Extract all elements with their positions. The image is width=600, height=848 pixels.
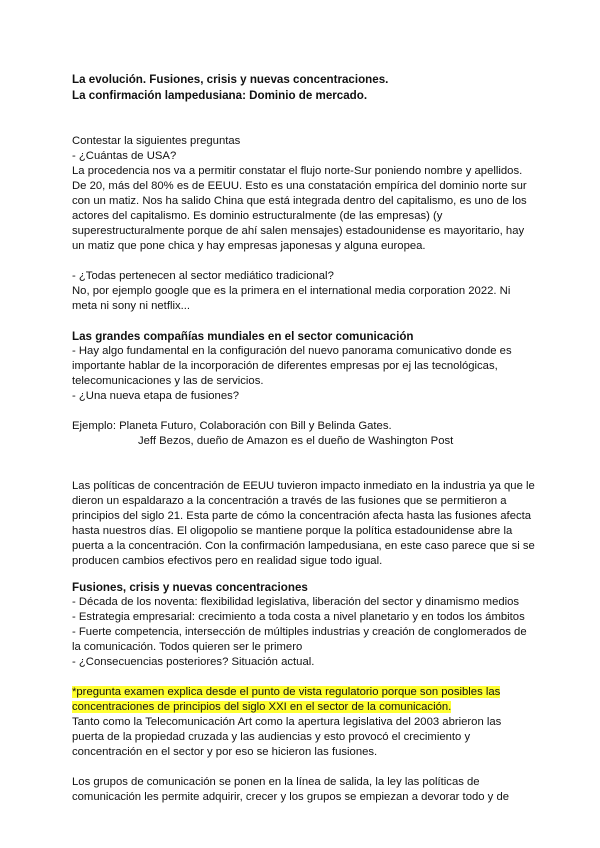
paragraph-line: Contestar la siguientes preguntas [72, 135, 241, 147]
paragraph-line: telecomunicaciones y las de servicios. [72, 375, 264, 387]
section-big-companies [72, 329, 532, 404]
paragraph-line: - Hay algo fundamental en la configuración del nuevo panorama comunicativo donde es [72, 345, 512, 357]
paragraph-line: comunicación les permite adquirir, crecer y los grupos se empiezan a devorar todo y de [72, 791, 510, 803]
paragraph-line: un matiz que pone chica y hay empresas japonesas y alguna europea. [72, 240, 426, 252]
section-heading: Las grandes compañías mundiales en el sector comunicación [72, 330, 414, 343]
document-title: La evolución. Fusiones, crisis y nuevas concentraciones. [72, 73, 389, 86]
paragraph-line: No, por ejemplo google que es la primera en el international media corporation 2022. Ni [72, 285, 511, 297]
paragraph-line: con un matiz. Nos ha salido China que está integrada dentro del capitalismo, es uno de los [72, 195, 527, 207]
paragraph-line: la comunicación. Todos quieren ser le primero [72, 641, 303, 653]
section-communication-groups [72, 775, 532, 805]
paragraph-line: concentración en el sector y por eso se hicieron las fusiones. [72, 746, 378, 758]
section-questions [72, 134, 532, 254]
paragraph-line: La procedencia nos va a permitir constatar el flujo norte-Sur poniendo nombre y apellidos. [72, 165, 523, 177]
highlighted-exam-note: *pregunta examen explica desde el punto de vista regulatorio porque son posibles las [72, 686, 501, 698]
paragraph-line: importante hablar de la incorporación de diferentes empresas por ej las tecnológicas, [72, 360, 498, 372]
paragraph-line: Tanto como la Telecomunicación Art como la apertura legislativa del 2003 abrieron las [72, 716, 502, 728]
paragraph-line: producen cambios efectivos pero en realidad sigue todo igual. [72, 555, 383, 567]
example-line-indented: Jeff Bezos, dueño de Amazon es el dueño de Washington Post [138, 435, 454, 447]
paragraph-line: superestructuralmente porque de ahí salen mensajes) estadounidense es mayoritario, hay [72, 225, 525, 237]
bullet-line: - ¿Consecuencias posteriores? Situación actual. [72, 656, 315, 668]
paragraph-line: - ¿Una nueva etapa de fusiones? [72, 390, 240, 402]
bullet-line: - Estrategia empresarial: crecimiento a toda costa a nivel planetario y en todos los ámbitos [72, 611, 525, 623]
paragraph-line: meta ni sony ni netflix... [72, 300, 191, 312]
document-body [72, 72, 535, 805]
paragraph-line: principios del siglo 21. Esta parte de cómo la concentración afecta hasta las fusiones afecta [72, 510, 532, 522]
paragraph-line: Los grupos de comunicación se ponen en la línea de salida, la ley las políticas de [72, 776, 480, 788]
paragraph-line: Las políticas de concentración de EEUU tuvieron impacto inmediato en la industria ya que le [72, 480, 535, 492]
bullet-line: - Fuerte competencia, intersección de múltiples industrias y creación de conglomerados de [72, 626, 527, 638]
example-line: Ejemplo: Planeta Futuro, Colaboración con Bill y Belinda Gates. [72, 420, 392, 432]
highlighted-exam-note: concentraciones de principios del siglo XXI en el sector de la comunicación. [72, 701, 452, 713]
section-traditional-media [72, 269, 532, 314]
section-heading: Fusiones, crisis y nuevas concentraciones [72, 581, 308, 594]
example-block [72, 419, 532, 449]
bullet-line: - Década de los noventa: flexibilidad legislativa, liberación del sector y dinamismo medios [72, 596, 520, 608]
paragraph-line: - ¿Todas pertenecen al sector mediático tradicional? [72, 270, 334, 282]
document-subtitle: La confirmación lampedusiana: Dominio de mercado. [72, 89, 368, 102]
paragraph-line: dieron un espaldarazo a la concentración a través de las fusiones que se permitieron a [72, 495, 507, 507]
paragraph-line: puerta a la concentración. Con la confirmación lampedusiana, en este caso parece que si se [72, 540, 535, 552]
paragraph-line: puerta de la propiedad cruzada y las audiencias y esto provocó el crecimiento y [72, 731, 471, 743]
paragraph-line: hasta nuestros días. El oligopolio se mantiene porque la política estadounidense abre la [72, 525, 513, 537]
paragraph-line: actores del capitalismo. Es dominio estructuralmente (de las empresas) (y [72, 210, 443, 222]
paragraph-line: - ¿Cuántas de USA? [72, 150, 177, 162]
paragraph-line: De 20, más del 80% es de EEUU. Esto es una constatación empírica del dominio norte sur [72, 180, 527, 192]
section-exam-question [72, 685, 532, 760]
section-us-policies [72, 479, 535, 569]
section-fusions [72, 580, 532, 670]
